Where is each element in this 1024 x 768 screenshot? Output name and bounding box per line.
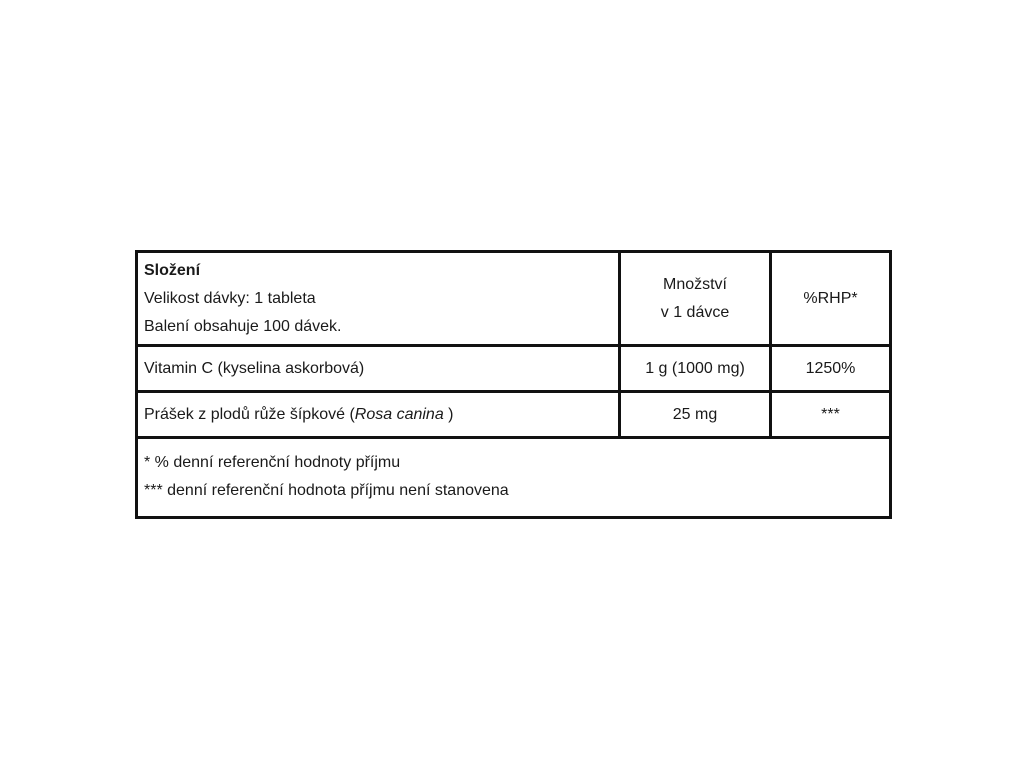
header-amount-cell bbox=[620, 252, 771, 346]
ingredient-rhp: 1250% bbox=[771, 346, 891, 392]
table-row bbox=[137, 392, 891, 438]
serving-size-text: Velikost dávky: 1 tableta bbox=[144, 289, 316, 307]
table-row bbox=[137, 346, 891, 392]
header-composition-cell bbox=[137, 252, 620, 346]
notes-cell bbox=[137, 438, 891, 518]
ingredient-name-suffix: ) bbox=[443, 405, 454, 423]
ingredient-name-prefix: Prášek z plodů růže šípkové ( bbox=[144, 405, 355, 423]
ingredient-name: Vitamin C (kyselina askorbová) bbox=[137, 346, 620, 392]
header-amount-line1: Množství bbox=[662, 275, 727, 293]
ingredient-amount: 25 mg bbox=[620, 392, 771, 438]
ingredient-latin-name: Rosa canina bbox=[354, 405, 444, 423]
header-rhp-cell: %RHP* bbox=[771, 252, 891, 346]
note-rhp: * % denní referenční hodnoty příjmu bbox=[144, 454, 401, 471]
ingredient-rhp: *** bbox=[771, 392, 891, 438]
ingredient-amount: 1 g (1000 mg) bbox=[620, 346, 771, 392]
composition-title: Složení bbox=[144, 261, 201, 279]
table-header-row bbox=[137, 252, 891, 346]
ingredient-name bbox=[137, 392, 620, 438]
composition-table bbox=[135, 250, 892, 519]
header-amount-line2: v 1 dávce bbox=[660, 303, 730, 321]
note-not-established: *** denní referenční hodnota příjmu není stanovena bbox=[144, 482, 509, 499]
table-notes-row bbox=[137, 438, 891, 518]
package-text: Balení obsahuje 100 dávek. bbox=[144, 317, 342, 335]
